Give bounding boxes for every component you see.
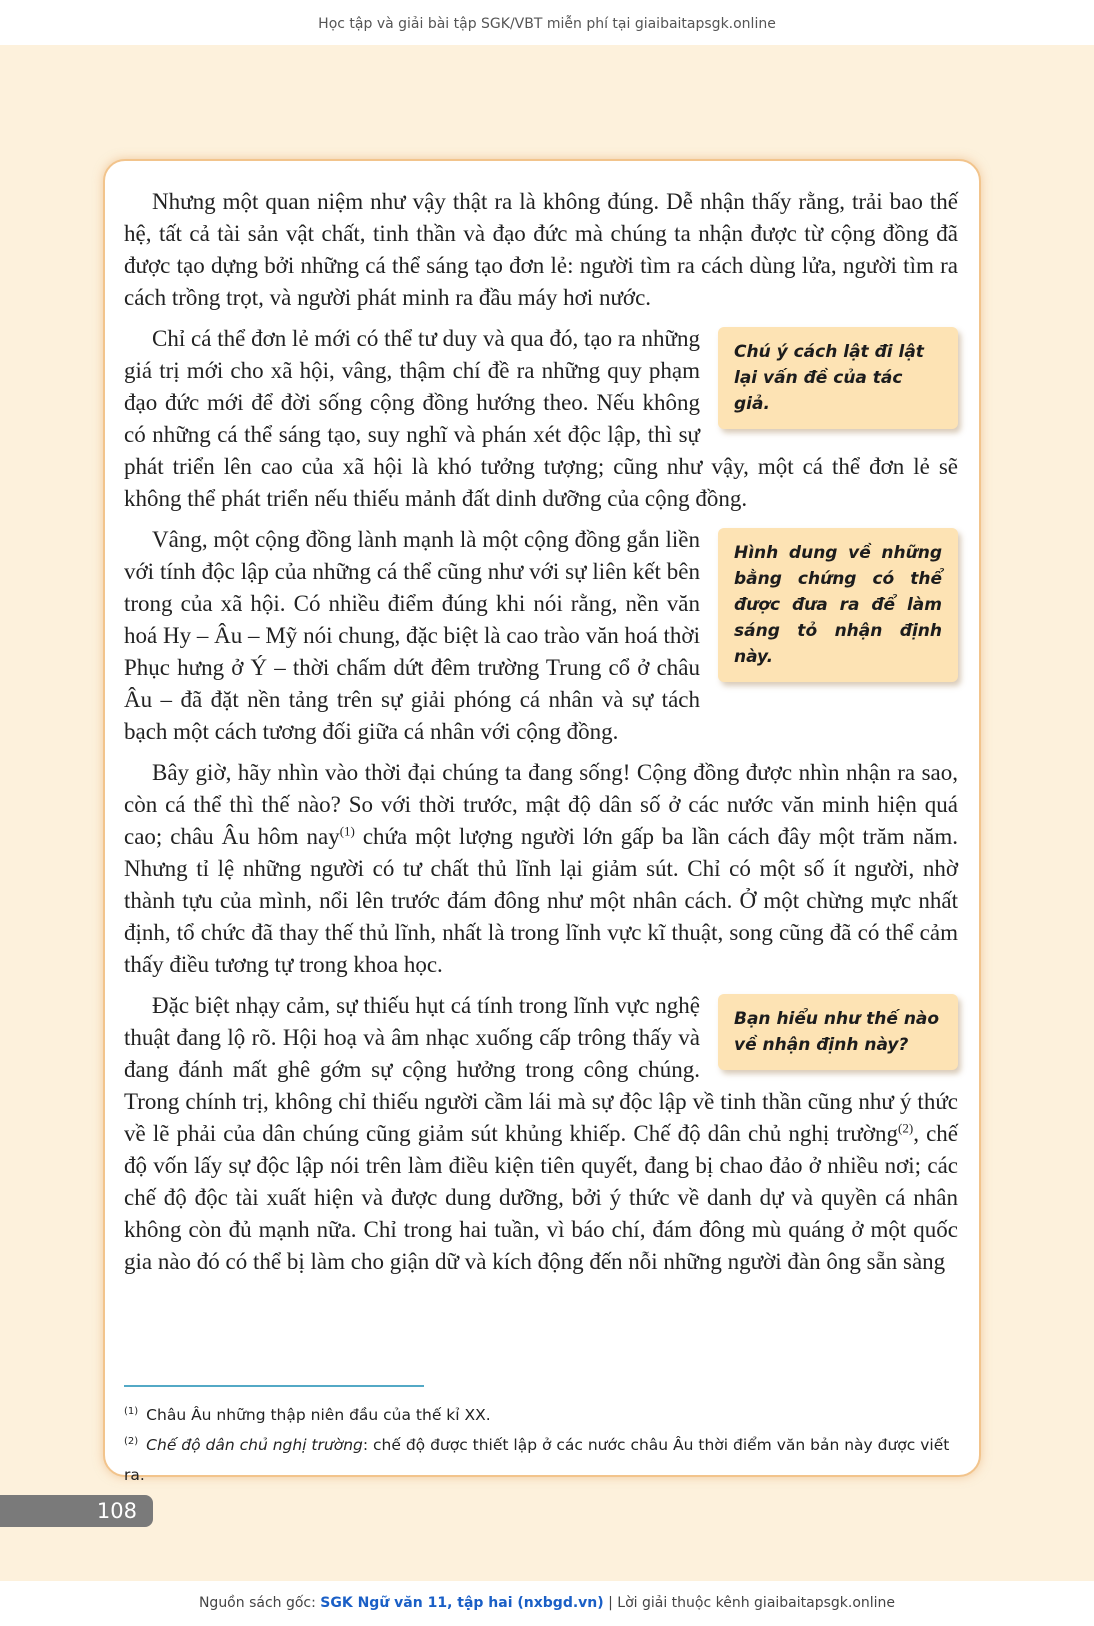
footnote-2 (124, 1430, 958, 1490)
paragraph-5-text-b: , chế độ vốn lấy sự độc lập nói trên làm điều kiện tiên quyết, đang bị chao đảo ở nhiều nơi; các chế độ độc tài xuất hiện và được dung dưỡng, bởi ý thức về danh dự và quyền cá nhân không còn đủ mạnh nữa. Chỉ trong hai tuần, vì báo chí, đám đông mù quáng ở một quốc gia nào đó có thể bị làm cho giận dữ và kích động đến nỗi những người đàn ông sẵn sàng (124, 1121, 958, 1274)
footnote-divider (124, 1385, 424, 1387)
footnote-text: Châu Âu những thập niên đầu của thế kỉ XX. (146, 1406, 491, 1424)
footnote-term: Chế độ dân chủ nghị trường (146, 1436, 363, 1454)
footer-prefix: Nguồn sách gốc: (198, 1595, 321, 1611)
paragraph-2-text: Chỉ cá thể đơn lẻ mới có thể tư duy và qua đó, tạo ra những giá trị mới cho xã hội, vâng, thậm chí đề ra những quy phạm đạo đức mới để đời sống cộng đồng hướng theo. Nếu không có những cá thể sáng tạo, suy nghĩ và phán xét độc lập, thì sự phát triển lên cao của xã hội là khó tưởng tượng; cũng như vậy, một cá thể đơn lẻ sẽ không thể phát triển nếu thiếu mảnh đất dinh dưỡng của cộng đồng. (124, 326, 958, 511)
paragraph-5 (124, 990, 958, 1278)
margin-note-1: Chú ý cách lật đi lật lại vấn đề của tác giả. (718, 327, 958, 429)
footnote-1 (124, 1400, 958, 1430)
footnote-mark: (1) (124, 1405, 139, 1417)
margin-note-3: Bạn hiểu như thế nào về nhận định này? (718, 994, 958, 1070)
paragraph-4-text-a: Bây giờ, hãy nhìn vào thời đại chúng ta đang sống! Cộng đồng được nhìn nhận ra sao, còn cá thể thì thế nào? So với thời trước, mật độ dân số ở các nước văn minh hiện quá cao; châu Âu hôm nay (124, 760, 958, 849)
footnote-text: : chế độ được thiết lập ở các nước châu Âu thời điểm văn bản này được viết ra. (124, 1436, 950, 1484)
paragraph-3-text: Vâng, một cộng đồng lành mạnh là một cộng đồng gắn liền với tính độc lập của những cá thể cũng như với sự liên kết bên trong của xã hội. Có nhiều điểm đúng khi nói rằng, nền văn hoá Hy – Âu – Mỹ nói chung, đặc biệt là cao trào văn hoá thời Phục hưng ở Ý – thời chấm dứt đêm trường Trung cổ ở châu Âu – đã đặt nền tảng trên sự giải phóng cá nhân và sự tách bạch một cách tương đối giữa cá nhân với cộng đồng. (124, 527, 700, 744)
paragraph-5-text-a: Đặc biệt nhạy cảm, sự thiếu hụt cá tính trong lĩnh vực nghệ thuật đang lộ rõ. Hội hoạ và âm nhạc xuống cấp trông thấy và đang đánh mất ghê gớm sự cộng hưởng trong công chúng. Trong chính trị, không chỉ thiếu người cầm lái mà sự độc lập về tinh thần cũng như ý thức về lẽ phải của dân chúng cũng giảm sút khủng khiếp. Chế độ dân chủ nghị trường (124, 993, 958, 1146)
paragraph-1: Nhưng một quan niệm như vậy thật ra là không đúng. Dễ nhận thấy rằng, trải bao thế hệ, tất cả tài sản vật chất, tinh thần và đạo đức mà chúng ta nhận được từ cộng đồng đã được tạo dựng bởi những cá thể sáng tạo đơn lẻ: người tìm ra cách dùng lửa, người tìm ra cách trồng trọt, và người phát minh ra đầu máy hơi nước. (124, 189, 958, 310)
reading-text (124, 186, 958, 1287)
footnotes (124, 1400, 958, 1490)
page-number: 108 (0, 1495, 153, 1527)
footnote-mark: (2) (124, 1435, 139, 1447)
source-footer (0, 1581, 1094, 1626)
source-book-link[interactable]: SGK Ngữ văn 11, tập hai (nxbgd.vn) (320, 1595, 604, 1611)
margin-note-2: Hình dung về những bằng chứng có thể được đưa ra để làm sáng tỏ nhận định này. (718, 528, 958, 682)
paragraph-4 (124, 757, 958, 981)
footnote-ref-1: (1) (339, 823, 355, 839)
footnote-ref-2: (2) (898, 1120, 914, 1136)
footer-suffix: | Lời giải thuộc kênh giaibaitapsgk.online (603, 1595, 896, 1611)
paragraph-2 (124, 323, 958, 515)
site-banner: Học tập và giải bài tập SGK/VBT miễn phí tại giaibaitapsgk.online (0, 0, 1094, 45)
paragraph-3 (124, 524, 958, 748)
paragraph-4-text-b: chứa một lượng người lớn gấp ba lần cách đây một trăm năm. Nhưng tỉ lệ những người có tư chất thủ lĩnh lại giảm sút. Chỉ có một số ít người, nhờ thành tựu của mình, nổi lên trước đám đông như một nhân cách. Ở một chừng mực nhất định, tổ chức đã thay thế thủ lĩnh, nhất là trong lĩnh vực kĩ thuật, song cũng đã có thể cảm thấy điều tương tự trong khoa học. (124, 824, 958, 977)
